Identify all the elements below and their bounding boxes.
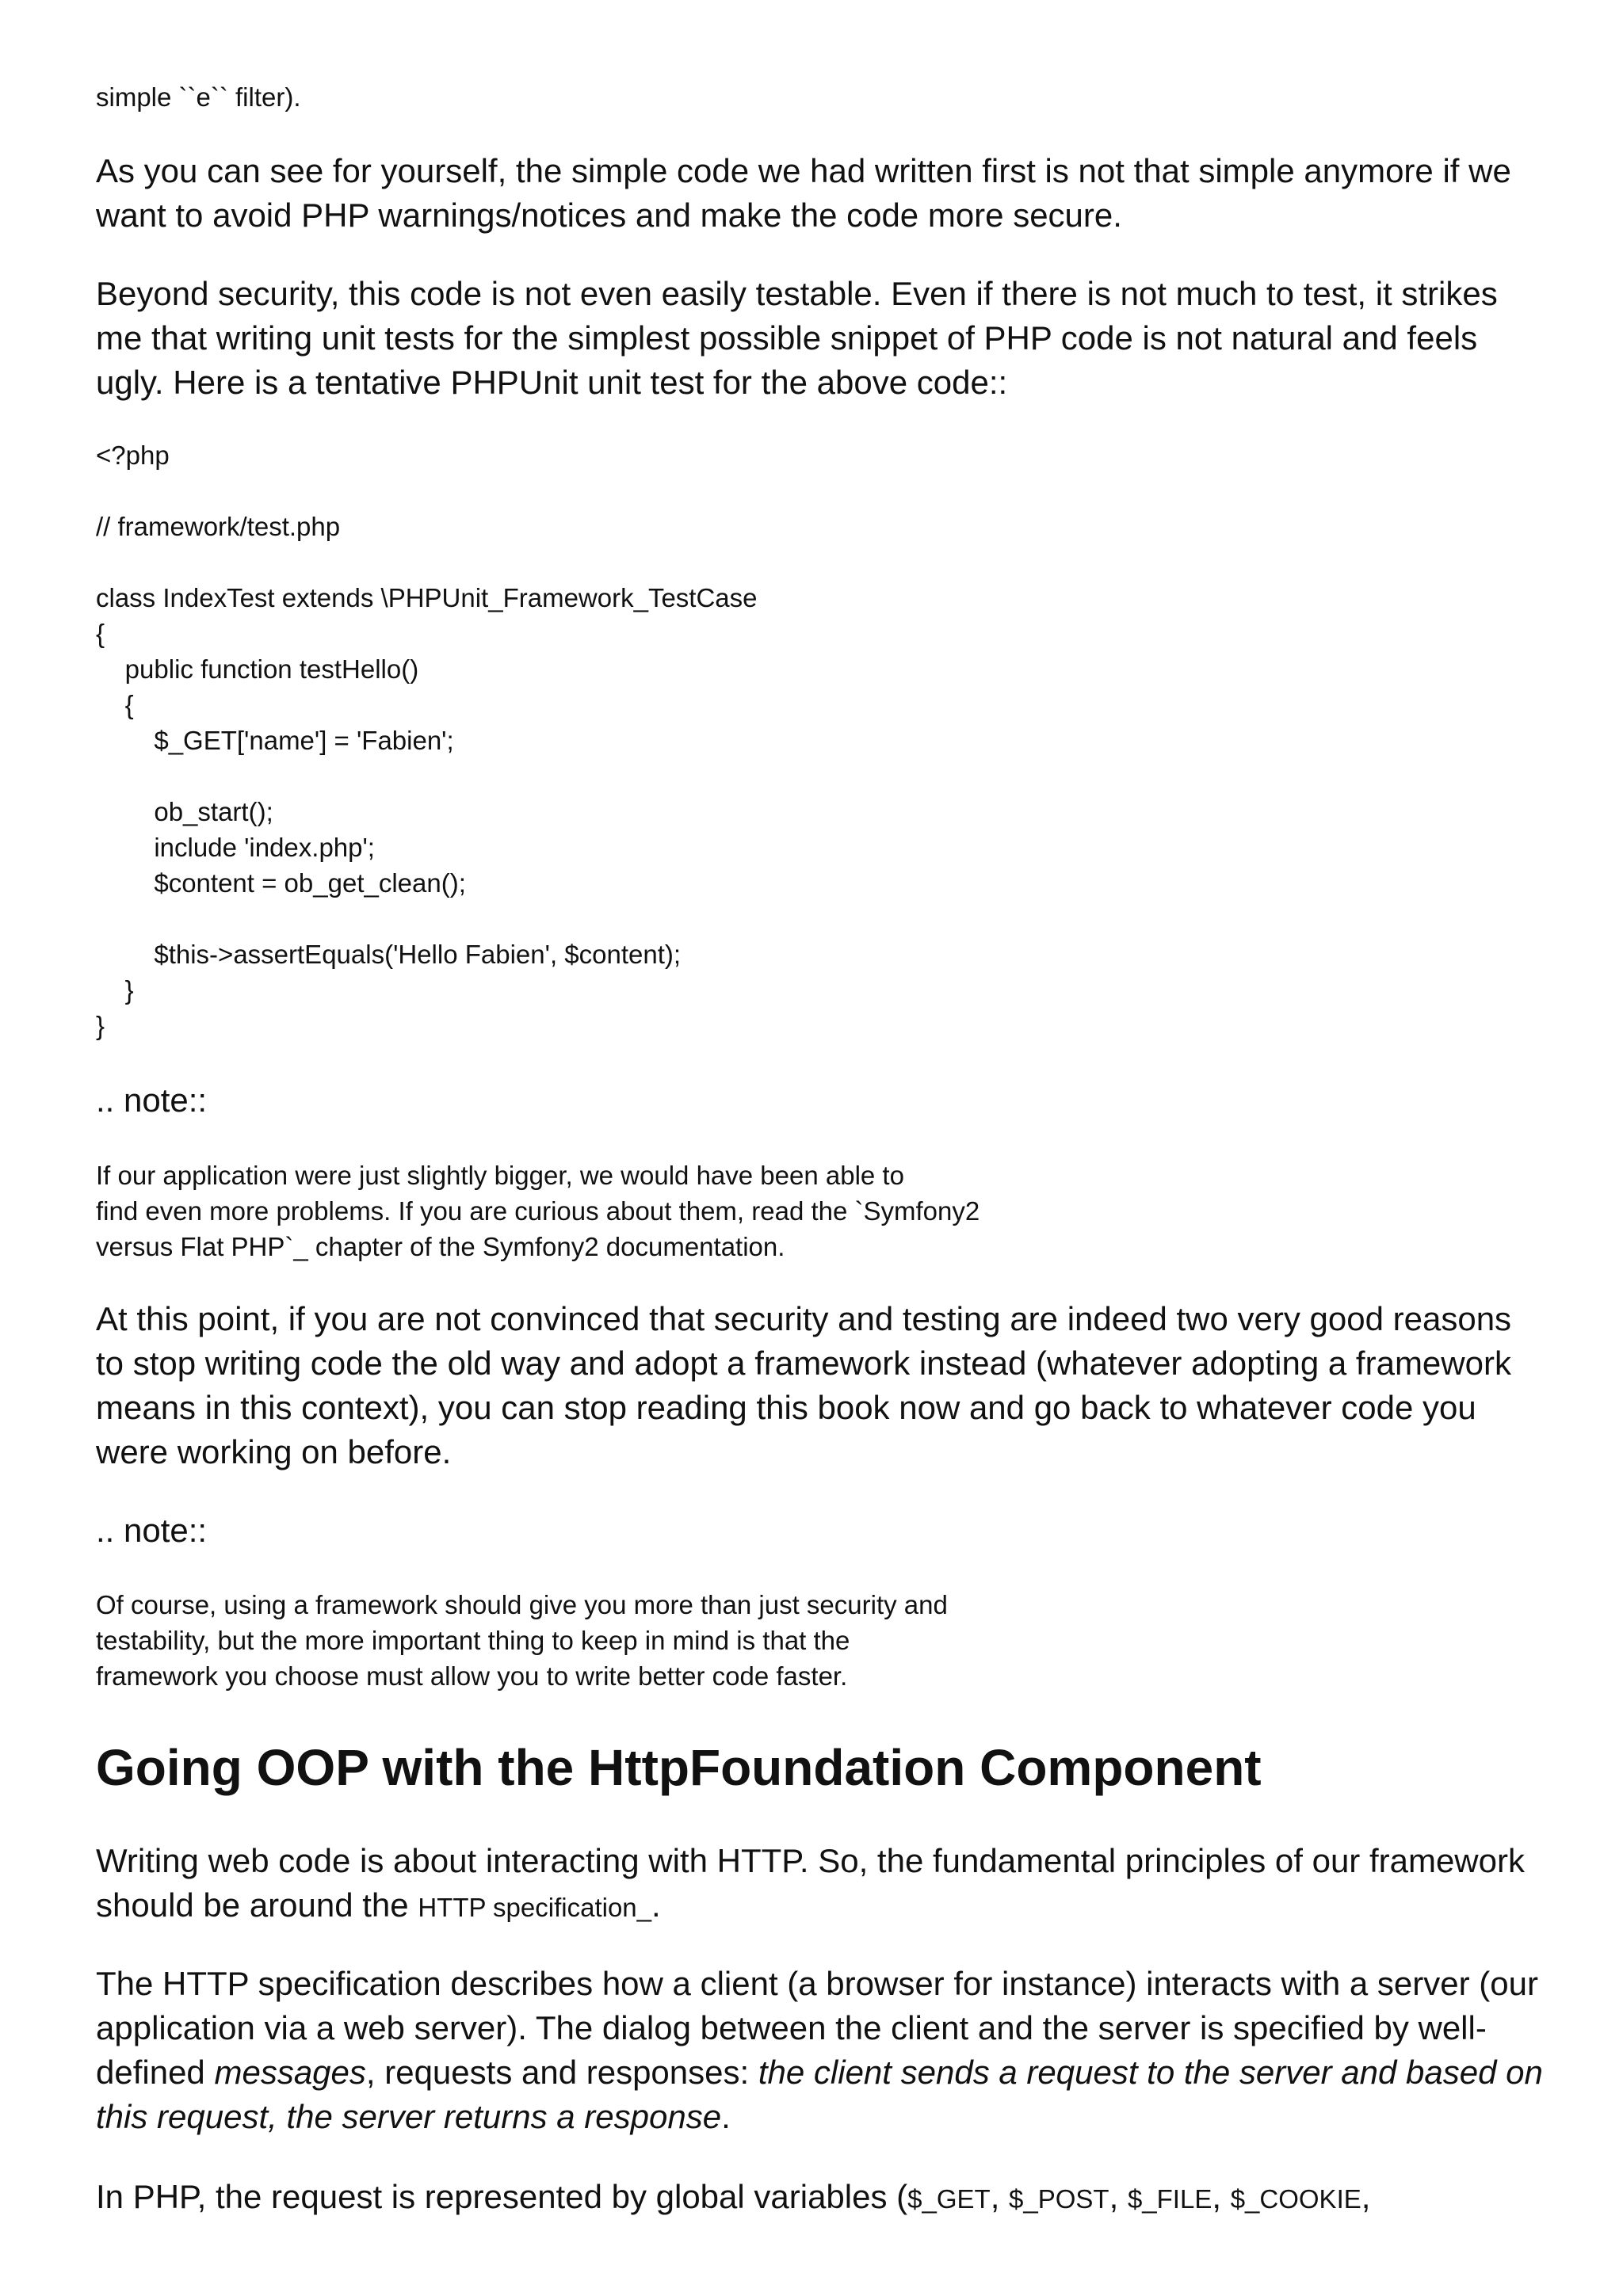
code-line: class IndexTest extends \PHPUnit_Framework_TestCase bbox=[96, 583, 758, 612]
code-line: $_GET['name'] = 'Fabien'; bbox=[96, 726, 454, 755]
php-sep: , bbox=[1109, 2178, 1128, 2215]
php-get: $_GET bbox=[907, 2184, 991, 2214]
php-text: In PHP, the request is represented by global variables ( bbox=[96, 2178, 908, 2215]
note-line: Of course, using a framework should give you more than just security and bbox=[96, 1590, 948, 1619]
code-line: { bbox=[96, 690, 134, 719]
spec-em-request: the client sends a request to the server and based on this request, the server returns a response bbox=[96, 2054, 1543, 2135]
paragraph-testable: Beyond security, this code is not even easily testable. Even if there is not much to test, it strikes me that writing unit tests for the simplest possible snippet of PHP code is not natural and feels ugly. Here is a tentative PHPUnit unit test for the above code:: bbox=[96, 275, 1498, 401]
code-line: $this->assertEquals('Hello Fabien', $content); bbox=[96, 940, 682, 969]
code-line bbox=[96, 758, 758, 794]
note-line: find even more problems. If you are curious about them, read the `Symfony2 bbox=[96, 1196, 980, 1226]
code-line bbox=[96, 901, 758, 936]
paragraph-spec bbox=[96, 1962, 1546, 2139]
http-text: Writing web code is about interacting with HTTP. So, the fundamental principles of our framework should be around the bbox=[96, 1842, 1525, 1924]
code-line: } bbox=[96, 1011, 105, 1040]
paragraph-secure: As you can see for yourself, the simple code we had written first is not that simple anymore if we want to avoid PHP warnings/notices and make the code more secure. bbox=[96, 152, 1511, 234]
php-cookie: $_COOKIE bbox=[1230, 2184, 1361, 2214]
note-body bbox=[96, 1587, 948, 1694]
code-line: } bbox=[96, 975, 134, 1005]
code-line: <?php bbox=[96, 441, 170, 470]
note-heading: .. note:: bbox=[96, 1081, 208, 1119]
code-line: public function testHello() bbox=[96, 654, 419, 684]
paragraph-php bbox=[96, 2175, 1546, 2222]
note-line: If our application were just slightly bigger, we would have been able to bbox=[96, 1161, 904, 1190]
php-file: $_FILE bbox=[1127, 2184, 1212, 2214]
code-block bbox=[96, 437, 758, 1043]
php-end: , bbox=[1361, 2178, 1371, 2215]
spec-mid: , requests and responses: bbox=[365, 2054, 758, 2091]
note-heading: .. note:: bbox=[96, 1512, 208, 1549]
spec-end: . bbox=[721, 2098, 731, 2135]
spec-em-messages: messages bbox=[214, 2054, 366, 2091]
code-line bbox=[96, 544, 758, 580]
php-sep: , bbox=[990, 2178, 1010, 2215]
spec-text: The HTTP specification describes how a client (a browser for instance) interacts with a server (our application via a web server). The dialog between the client and the server is specified by well-defined bbox=[96, 1965, 1538, 2091]
section-heading: Going OOP with the HttpFoundation Component bbox=[96, 1739, 1262, 1796]
paragraph-http bbox=[96, 1839, 1546, 1930]
top-fragment: simple ``e`` filter). bbox=[96, 82, 301, 112]
php-sep: , bbox=[1212, 2178, 1231, 2215]
note-line: testability, but the more important thing to keep in mind is that the bbox=[96, 1626, 850, 1655]
paragraph-convinced: At this point, if you are not convinced that security and testing are indeed two very good reasons to stop writing code the old way and adopt a framework instead (whatever adopting a framework means in this context), you can stop reading this book now and go back to whatever code you were working on before. bbox=[96, 1300, 1512, 1470]
note-body bbox=[96, 1158, 980, 1264]
http-spec-link: HTTP specification_ bbox=[418, 1893, 652, 1922]
code-line: $content = ob_get_clean(); bbox=[96, 868, 466, 898]
code-line: { bbox=[96, 619, 105, 648]
code-line: include 'index.php'; bbox=[96, 833, 375, 862]
note-line: framework you choose must allow you to write better code faster. bbox=[96, 1661, 848, 1691]
code-line: ob_start(); bbox=[96, 797, 273, 826]
http-end: . bbox=[651, 1886, 661, 1924]
code-line: // framework/test.php bbox=[96, 512, 341, 541]
php-post: $_POST bbox=[1009, 2184, 1109, 2214]
code-line bbox=[96, 473, 758, 509]
note-line: versus Flat PHP`_ chapter of the Symfony2 documentation. bbox=[96, 1232, 785, 1261]
